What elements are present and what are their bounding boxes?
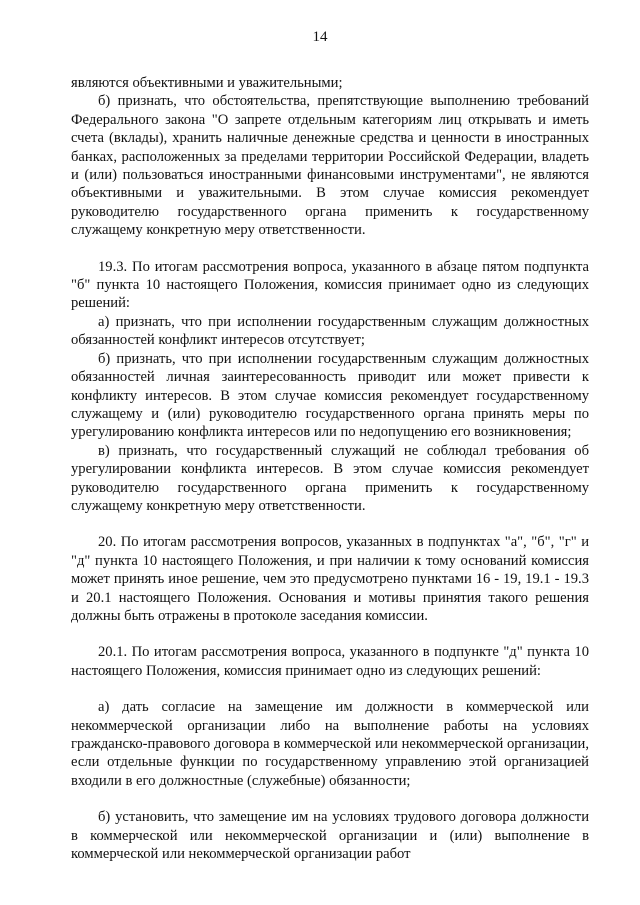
paragraph-19-3: 19.3. По итогам рассмотрения вопроса, указанного в абзаце пятом подпункта "б" пункта 10 настоящего Положения, комиссия принимает одно из следующих решений: <box>71 258 589 312</box>
paragraph-19-3-a: а) признать, что при исполнении государственным служащим должностных обязанностей конфликт интересов отсутствует; <box>71 313 589 349</box>
paragraph-20-1-a: а) дать согласие на замещение им должности в коммерческой или некоммерческой организации либо на выполнение работы на условиях гражданско-правового договора в коммерческой или некоммерческой организации, если отдельные функции по государственному управлению этой организацией входили в его должностные (служебные) обязанности; <box>71 699 589 789</box>
paragraph-19-3-v: в) признать, что государственный служащий не соблюдал требования об урегулировании конфликта интересов. В этом случае комиссия рекомендует руководителю государственного органа применить к государственному служащему конкретную меру ответственности. <box>71 442 589 514</box>
paragraph-20-1: 20.1. По итогам рассмотрения вопроса, указанного в подпункте "д" пункта 10 настоящего Положения, комиссия принимает одно из следующих решений: <box>71 644 589 679</box>
paragraph-continuation: являются объективными и уважительными; <box>71 75 343 91</box>
page-number: 14 <box>312 29 328 45</box>
paragraph-19-2-b: б) признать, что обстоятельства, препятствующие выполнению требований Федерального закона "О запрете отдельным категориям лиц открывать и иметь счета (вклады), хранить наличные денежные средства и ценности в иностранных банках, расположенных за пределами территории Российской Федерации, владеть и (или) пользоваться иностранными финансовыми инструментами", не являются объективными и уважительными. В этом случае комиссия рекомендует руководителю государственного органа применить к государственному служащему конкретную меру ответственности. <box>71 93 589 239</box>
paragraph-20: 20. По итогам рассмотрения вопросов, указанных в подпунктах "а", "б", "г" и "д" пункта 10 настоящего Положения, и при наличии к тому оснований комиссия может принять иное решение, чем это предусмотрено пунктами 16 - 19, 19.1 - 19.3 и 20.1 настоящего Положения. Основания и мотивы принятия такого решения должны быть отражены в протоколе заседания комиссии. <box>71 534 589 624</box>
paragraph-19-3-b: б) признать, что при исполнении государственным служащим должностных обязанностей личная заинтересованность приводит или может привести к конфликту интересов. В этом случае комиссия рекомендует государственному служащему и (или) руководителю государственного органа принять меры по урегулированию конфликта интересов или по недопущению его возникновения; <box>71 350 589 441</box>
document-body <box>71 74 589 863</box>
paragraph-20-1-b: б) установить, что замещение им на условиях трудового договора должности в коммерческой или некоммерческой организации и (или) выполнение в коммерческой или некоммерческой организации работ <box>71 809 589 863</box>
